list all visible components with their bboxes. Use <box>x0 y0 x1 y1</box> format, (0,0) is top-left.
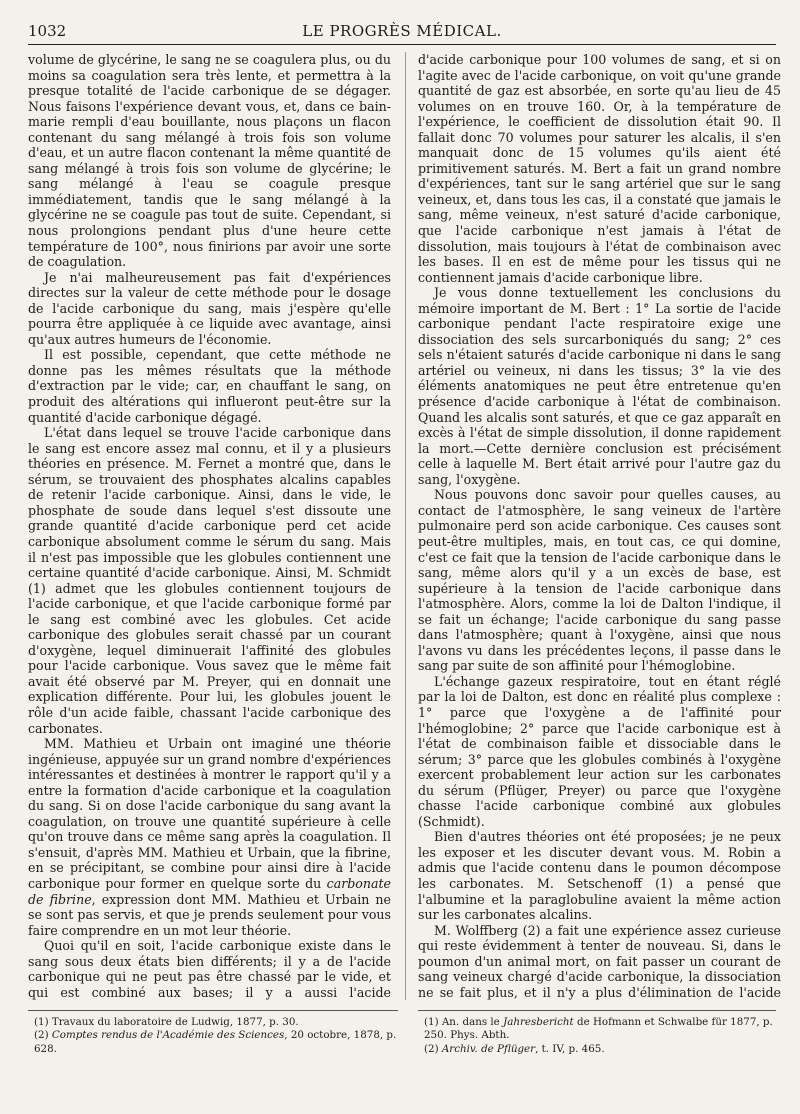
italic-term: carbonate de fibrine <box>28 875 391 907</box>
footnote-source: Comptes rendus de l'Académie des Sciences <box>51 1029 285 1042</box>
paragraph: d'acide carbonique pour 100 volumes de sang, et si on l'agite avec de l'acide carbonique, on voit qu'une grande quantité de gaz est absorbée, en sorte qu'au lieu de 45 volumes on en trouve 160. Or, à la température de l'expérience, le coefficient de dissolution était 90. Il fallait donc 70 volumes pour saturer les alcalis, il s'en manquait donc de 15 volumes qu'ils aient été primitivement saturés. M. Bert a fait un grand nombre d'expériences, tant sur le sang artériel que sur le sang veineux, et, dans tous les cas, il a constaté que jamais le sang, même veineux, n'est saturé d'acide carbonique, que l'acide carbonique n'est jamais à l'état de dissolution, mais toujours à l'état de combinaison avec les bases. Il en est de même pour les tissus qui ne contiennent jamais d'acide carbonique libre. <box>418 52 781 285</box>
footnote-text: de Hofmann et Schwalbe für 1877, p. 250. Phys. Abth. <box>424 1016 773 1042</box>
footnotes-right <box>418 1016 788 1056</box>
paragraph: Je n'ai malheureusement pas fait d'expériences directes sur la valeur de cette méthode pour le dosage de l'acide carbonique du sang, mais j'espère qu'elle pourra être appliquée à ce liquide avec avantage, ainsi qu'aux autres humeurs de l'économie. <box>28 269 391 347</box>
paragraph: volume de glycérine, le sang ne se coagulera plus, ou du moins sa coagulation sera très lente, et permettra à la presque totalité de l'acide carbonique de se dégager. Nous faisons l'expérience devant vous, et, dans ce bain-marie rempli d'eau bouillante, nous plaçons un flacon contenant du sang mélangé à trois fois son volume d'eau, et un autre flacon contenant la même quantité de sang mélangé à trois fois son volume de glycérine; le sang mélangé à l'eau se coagule presque immédiatement, tandis que le sang mélangé à la glycérine ne se coagule pas tout de suite. Cependant, si nous prolongions pendant plus d'une heure cette température de 100°, nous finirions par avoir une sorte de coagulation. <box>28 52 391 270</box>
page-number: 1032 <box>28 22 67 40</box>
footnote-source: Jahresbericht <box>503 1016 574 1028</box>
footnote-marker: (2) <box>424 1042 439 1055</box>
paragraph: M. Wolffberg (2) a fait une expérience assez curieuse qui reste évidemment à tenter de nouveau. Si, dans le poumon d'un animal mort, on fait passer un courant de sang veineux chargé d'acide carbonique, la dissociation ne se fait plus, et il n'y a plus d'élimination de l'acide <box>418 922 781 1000</box>
column-divider <box>405 52 406 1000</box>
footnote <box>418 1043 788 1056</box>
paragraph: Je vous donne textuellement les conclusions du mémoire important de M. Bert : 1° La sortie de l'acide carbonique pendant l'acte respiratoire exige une dissociation des sels surcarboniqués du sang; 2° ces sels n'étaient saturés d'acide carbonique ni dans le sang artériel ou veineux, ni dans les tissus; 3° la vie des éléments anatomiques ne peut être entretenue qu'en présence d'acide carbonique à l'état de combinaison. Quand les alcalis sont saturés, et que ce gaz apparaît en excès à l'état de simple dissolution, il donne rapidement la mort.—Cette dernière conclusion est précisément celle à laquelle M. Bert était arrivé pour l'autre gaz du sang, l'oxygène. <box>418 285 781 487</box>
paragraph: Il est possible, cependant, que cette méthode ne donne pas les mêmes résultats que la méthode d'extraction par le vide; car, en chauffant le sang, on produit des altérations qui influeront peut-être sur la quantité d'acide carbonique dégagé. <box>28 347 391 425</box>
paragraph <box>28 736 391 938</box>
footnote <box>28 1029 398 1056</box>
page-header <box>28 22 776 45</box>
paragraph: Quoi qu'il en soit, l'acide carbonique existe dans le sang sous deux états bien différents; il y a de l'acide carbonique qui ne peut pas être chassé par le vide, et qui est combiné aux bases; il y a aussi l'acide <box>28 938 391 1000</box>
footnote-source: Archiv. de Pflüger <box>441 1042 536 1055</box>
footnote-marker: (2) <box>34 1029 49 1042</box>
footnote-rule-left <box>28 1010 398 1011</box>
footnote: (1) Travaux du laboratoire de Ludwig, 1877, p. 30. <box>34 1016 299 1028</box>
footnote-rule-right <box>418 1010 776 1011</box>
journal-title: LE PROGRÈS MÉDICAL. <box>302 22 502 40</box>
paragraph: L'état dans lequel se trouve l'acide carbonique dans le sang est encore assez mal connu, et il y a plusieurs théories en présence. M. Fernet a montré que, dans le sérum, se trouvaient des phosphates alcalins capables de retenir l'acide carbonique. Ainsi, dans le vide, le phosphate de soude dans lequel s'est dissoute une grande quantité d'acide carbonique perd cet acide carbonique absolument comme le sérum du sang. Mais il n'est pas impossible que les globules contiennent une certaine quantité d'acide carbonique. Ainsi, M. Schmidt (1) admet que les globules contiennent toujours de l'acide carbonique, et que l'acide carbonique formé par le sang est combiné avec les globules. Cet acide carbonique des globules serait chassé par un courant d'oxygène, lequel diminuerait l'affinité des globules pour l'acide carbonique. Vous savez que le même fait avait été observé par M. Preyer, qui en donnait une explication différente. Pour lui, les globules jouent le rôle d'un acide faible, chassant l'acide carbonique des carbonates. <box>28 425 391 736</box>
paragraph-text: MM. Mathieu et Urbain ont imaginé une théorie ingénieuse, appuyée sur un grand nombre d'expériences intéressantes et destinées à montrer le rapport qu'il y a entre la formation d'acide carbonique et la coagulation du sang. Si on dose l'acide carbonique du sang avant la coagulation, on trouve une quantité supérieure à celle qu'on trouve dans ce même sang après la coagulation. Il s'ensuit, d'après MM. Mathieu et Urbain, que la fibrine, en se précipitant, se combine pour ainsi dire à l'acide carbonique pour former en quelque sorte du <box>28 736 391 891</box>
right-column <box>418 52 781 1000</box>
paragraph: Nous pouvons donc savoir pour quelles causes, au contact de l'atmosphère, le sang veineux de l'artère pulmonaire perd son acide carbonique. Ces causes sont peut-être multiples, mais, en tout cas, ce qui domine, c'est ce fait que la tension de l'acide carbonique dans le sang, même alors qu'il y a un excès de base, est supérieure à la tension de l'acide carbonique dans l'atmosphère. Alors, comme la loi de Dalton l'indique, il se fait un échange; l'acide carbonique du sang passe dans l'atmosphère; quant à l'oxygène, ainsi que nous l'avons vu dans les précédentes leçons, il passe dans le sang par suite de son affinité pour l'hémoglobine. <box>418 487 781 674</box>
left-column <box>28 52 391 1000</box>
paragraph: Bien d'autres théories ont été proposées; je ne peux les exposer et les discuter devant vous. M. Robin a admis que l'acide contenu dans le poumon décompose les carbonates. M. Setschenoff (1) a pensé que l'albumine et la paraglobuline avaient la même action sur les carbonates alcalins. <box>418 829 781 923</box>
footnote-text: , 20 octobre, 1878, p. 628. <box>34 1029 397 1055</box>
footnote <box>418 1016 788 1043</box>
paragraph-text: , expression dont MM. Mathieu et Urbain ne se sont pas servis, et que je prends seulement pour vous faire comprendre en un mot leur théorie. <box>28 891 391 938</box>
footnotes-left <box>28 1016 398 1056</box>
paragraph: L'échange gazeux respiratoire, tout en étant réglé par la loi de Dalton, est donc en réalité plus complexe : 1° parce que l'oxygène a de l'affinité pour l'hémoglobine; 2° parce que l'acide carbonique est à l'état de combinaison faible et dissociable dans le sérum; 3° parce que les globules combinés à l'oxygène exercent probablement leur action sur les carbonates du sérum (Pflüger, Preyer) ou parce que l'oxygène chasse l'acide carbonique combiné aux globules (Schmidt). <box>418 673 781 829</box>
footnote-text: (1) An. dans le <box>424 1016 500 1028</box>
footnote-text: , t. IV, p. 465. <box>535 1042 605 1055</box>
